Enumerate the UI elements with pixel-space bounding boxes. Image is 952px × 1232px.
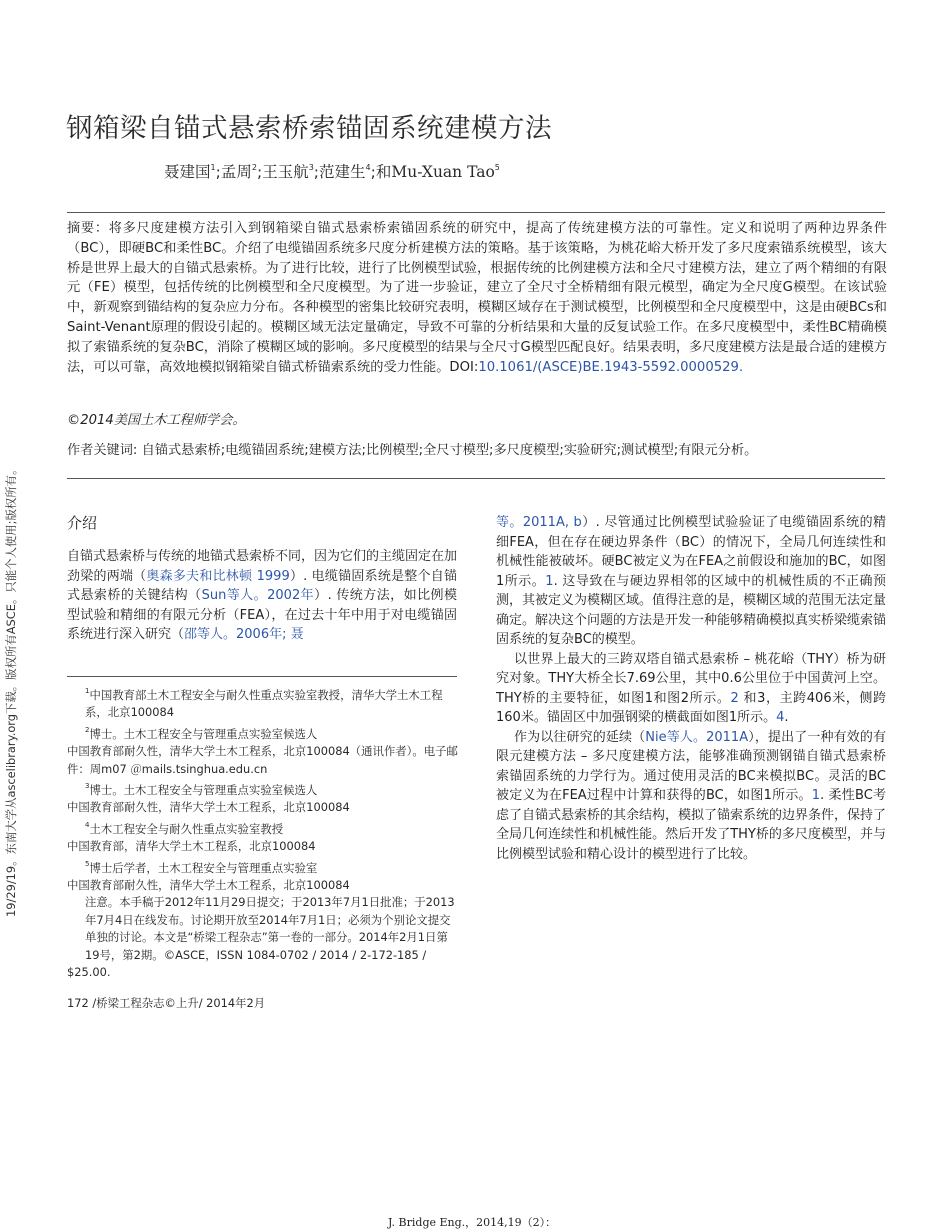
author-name: 聂建国 <box>164 163 211 181</box>
page-footer: 172 /桥梁工程杂志©上升/ 2014年2月 <box>67 996 266 1010</box>
body-text: 作为以往研究的延续（ <box>514 729 646 745</box>
intro-paragraph-continued <box>496 513 886 650</box>
author-affiliation-mark: 5 <box>494 163 500 172</box>
figure-link[interactable]: 4 <box>776 710 785 725</box>
body-text: ）. 尽管通过比例模型试验验证了电缆锚固系统的精细FEA，但在存在硬边界条件（BC）的情况下，全局几何连续性和机械性能被破坏。硬BC被定义为在FEA之前假设和施加的BC，如图1所示。 <box>496 515 886 589</box>
citation-link[interactable]: 等。2011A, b <box>496 515 582 530</box>
author-affiliation-mark: 2 <box>251 163 257 172</box>
author-affiliation-mark: 3 <box>308 163 314 172</box>
citation-link[interactable]: 奥森多夫和比林顿 1999 <box>146 568 290 584</box>
footnote-2-cont: 中国教育部耐久性，清华大学土木工程系，北京100084（通讯作者）。电子邮件：周m07 ＠mails.tsinghua.edu.cn <box>67 744 458 776</box>
journal-citation-footer: J. Bridge Eng.，2014,19（2）： <box>388 1216 557 1229</box>
footnote-text: 博士后学者，土木工程安全与管理重点实验室 <box>89 860 318 875</box>
footnote-mark: 1 <box>85 687 90 695</box>
footnote-text: 中国教育部土木工程安全与耐久性重点实验室教授，清华大学土木工程系，北京100084 <box>85 688 443 720</box>
footnote-3-cont: 中国教育部耐久性，清华大学土木工程系，北京100084 <box>67 800 350 815</box>
body-text: 和3，主跨406米，侧跨160米。锚固区中加强钢梁的横截面如图1所示。 <box>496 690 887 725</box>
intro-right-column <box>496 513 886 864</box>
body-text: ）. 传统方法，如比例模型试验和精细的有限元分析（FEA），在过去十年中用于对电缆锚固系统进行深入研究（ <box>67 588 457 642</box>
footnote-rule <box>67 676 457 677</box>
abstract-text: 摘要：将多尺度建模方法引入到钢箱梁自锚式悬索桥索锚固系统的研究中，提高了传统建模方法的可靠性。定义和说明了两种边界条件（BC），即硬BC和柔性BC。介绍了电缆锚固系统多尺度分析建模方法的策略。基于该策略，为桃花峪大桥开发了多尺度索锚系统模型，该大桥是世界上最大的自锚式悬索桥。为了进行比较，进行了比例模型试验，根据传统的比例建模方法和全尺寸建模方法，建立了两个精细的有限元（FE）模型，包括传统的比例模型和全尺度模型。为了进一步验证，建立了全尺寸全桥精细有限元模型，确定为全尺度G模型。在该试验中，新观察到锚结构的复杂应力分布。各种模型的密集比较研究表明，模糊区域存在于测试模型，比例模型和全尺度模型中，这是由硬BCs和Saint-Venant原理的假设引起的。模糊区域无法定量确定，导致不可靠的分析结果和大量的反复试验工作。在多尺度模型中，柔性BC精确模拟了索锚系统的复杂BC，消除了模糊区域的影响。多尺度模型的结果与全尺寸G模型匹配良好。结果表明，多尺度建模方法是最合适的建模方法，可以可靠，高效地模拟钢箱梁自锚式桥锚索系统的受力性能。DOI: <box>67 221 887 375</box>
body-text: 自锚式悬索桥与传统的地锚式悬索桥不同，因为它们的主缆固定在加劲梁的两端（ <box>67 549 458 584</box>
body-text: . 柔性BC考虑了自锚式悬索桥的其余结构，模拟了锚索系统的边界条件，保持了全局几何连续性和机械性能。然后开发了THY桥的多尺度模型，并与比例模型试验和精心设计的模型进行了比较。 <box>496 788 887 862</box>
author-name: 王玉航 <box>262 163 309 181</box>
author-name: 孟周 <box>220 163 252 181</box>
body-text: . <box>784 710 789 725</box>
author-affiliation-mark: 4 <box>365 163 371 172</box>
body-text: . 这导致在与硬边界相邻的区域中的机械性质的不正确预测，其被定义为模糊区域。值得注意的是，模糊区域的范围无法定量确定。解决这个问题的方法是开发一种能够精确模拟真实桥梁缆索锚固系统的复杂BC的模型。 <box>496 573 887 647</box>
footnote-text: 博士。土木工程安全与管理重点实验室候选人 <box>89 726 318 741</box>
intro-paragraph-thy-bridge <box>496 650 886 728</box>
submission-note: 注意。本手稿于2012年11月29日提交；于2013年7月1日批准；于2013年7月4日在线发布。讨论期开放至2014年7月1日；必须为个别论文提交单独的讨论。本文是“桥梁工程杂志”第一卷的一部分。2014年2月1日第19号，第2期。©ASCE，ISSN 1084-0702 / 2014 / 2-172-185 / <box>85 895 455 962</box>
footnote-4-cont: 中国教育部，清华大学土木工程系，北京100084 <box>67 839 316 854</box>
intro-paragraph-left <box>67 547 457 645</box>
figure-link[interactable]: 1 <box>545 573 554 589</box>
section-heading-introduction: 介绍 <box>67 514 98 532</box>
author-affiliation-mark: 1 <box>210 163 216 172</box>
footnote-4 <box>67 817 459 838</box>
footnotes <box>67 683 459 982</box>
article-price: $25.00. <box>67 965 111 980</box>
footnote-mark: 4 <box>85 820 90 829</box>
footnote-2 <box>67 722 459 743</box>
footnote-1 <box>67 683 459 722</box>
keywords-bottom-rule <box>67 478 885 479</box>
author-name: Mu-Xuan Tao <box>391 163 495 181</box>
abstract-top-rule <box>67 212 885 213</box>
footnote-3 <box>67 778 459 799</box>
download-stamp: 19/29/19。东南大学从ascelibrary.org下载。版权所有ASCE。只能个人使用;版权所有。 <box>4 463 18 917</box>
citation-link[interactable]: Nie等人。2011A <box>645 729 749 745</box>
intro-paragraph-multiscale <box>496 728 886 865</box>
author-separator: ; <box>256 163 263 181</box>
footnote-mark: 2 <box>85 725 90 734</box>
footnote-text: 博士。土木工程安全与管理重点实验室候选人 <box>89 783 318 798</box>
author-list <box>164 160 500 182</box>
citation-link[interactable]: Sun等人。2002年 <box>201 588 315 603</box>
figure-link[interactable]: 1 <box>811 788 821 803</box>
figure-link[interactable]: 2 <box>730 690 739 706</box>
doi-period: . <box>738 359 744 375</box>
copyright-notice: ©2014美国土木工程师学会。 <box>67 413 246 428</box>
footnote-5-cont: 中国教育部耐久性，清华大学土木工程系，北京100084 <box>67 878 350 893</box>
author-name: 范建生 <box>319 163 366 181</box>
author-separator: ;和 <box>370 163 392 181</box>
footnote-text: 土木工程安全与耐久性重点实验室教授 <box>89 821 284 836</box>
body-text: ）. 电缆锚固系统是整个自锚式悬索桥的关键结构（ <box>67 568 458 603</box>
author-keywords: 作者关键词: 自锚式悬索桥;电缆锚固系统;建模方法;比例模型;全尺寸模型;多尺度模型;实验研究;测试模型;有限元分析。 <box>67 443 758 458</box>
footnote-5 <box>67 856 459 877</box>
footnote-mark: 3 <box>85 782 90 791</box>
footnote-mark: 5 <box>85 859 90 868</box>
author-separator: ; <box>215 163 221 181</box>
author-separator: ; <box>313 163 320 181</box>
abstract <box>67 219 887 377</box>
body-text: ），提出了一种有效的有限元建模方法 – 多尺度建模方法，能够准确预测钢锚自锚式悬索桥索锚固系统的力学行为。通过使用灵活的BC来模拟BC。灵活的BC被定义为在FEA过程中计算和获得的BC，如图1所示。 <box>496 729 886 803</box>
doi-link[interactable]: 10.1061/(ASCE)BE.1943-5592.0000529 <box>478 359 739 375</box>
body-text: 以世界上最大的三跨双塔自锚式悬索桥 – 桃花峪（THY）桥为研究对象。THY大桥全长7.69公里，其中0.6公里位于中国黄河上空。THY桥的主要特征，如图1和图2所示。 <box>496 651 886 706</box>
paper-title: 钢箱梁自锚式悬索桥索锚固系统建模方法 <box>66 113 552 144</box>
citation-link[interactable]: 邵等人。2006年; 聂 <box>184 627 304 642</box>
